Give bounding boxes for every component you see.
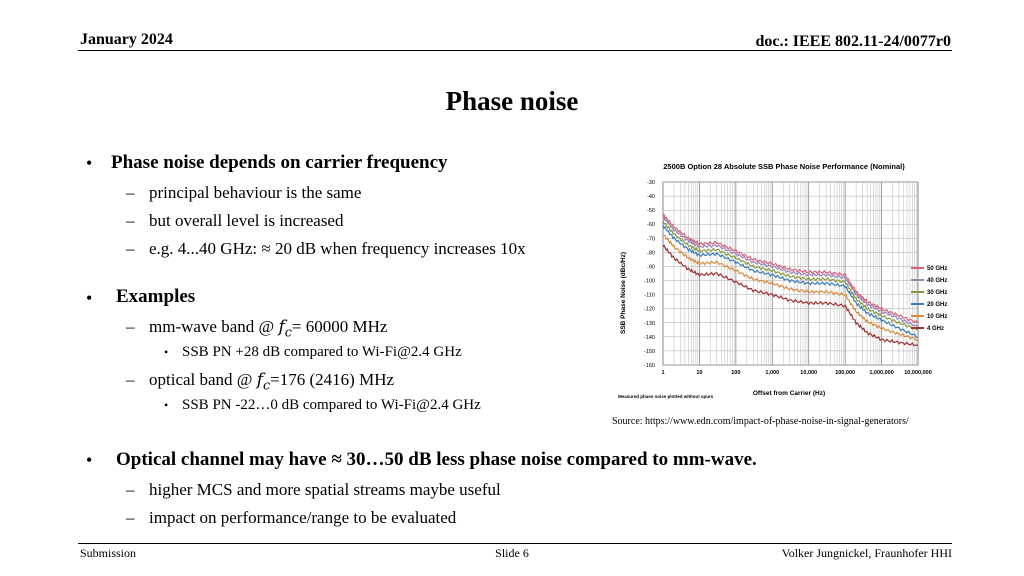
y-tick-label: -120	[643, 306, 655, 313]
x-tick-label: 100	[731, 370, 741, 376]
chart-source: Source: https://www.edn.com/impact-of-phase-noise-in-signal-generators/	[612, 416, 909, 427]
bullet-1: Phase noise depends on carrier frequency	[111, 152, 448, 173]
dash-marker: –	[126, 183, 135, 202]
dash-marker: –	[126, 370, 135, 389]
x-tick-label: 100,000	[835, 370, 856, 376]
phase-noise-chart	[608, 155, 960, 405]
x-tick-label: 1	[661, 370, 665, 376]
legend-label: 30 GHz	[927, 290, 948, 296]
bullet-3: Optical channel may have ≈ 30…50 dB less phase noise compared to mm-wave.	[116, 449, 757, 470]
legend-label: 4 GHz	[927, 326, 945, 332]
y-tick-label: -160	[643, 363, 655, 369]
y-tick-label: -130	[643, 320, 655, 327]
dash-marker: –	[126, 480, 135, 499]
x-tick-label: 1,000	[765, 370, 780, 376]
y-tick-label: -70	[647, 236, 655, 243]
bullet-marker: •	[164, 345, 169, 359]
chart-ylabel: SSB Phase Noise (dBc/Hz)	[620, 252, 627, 334]
y-tick-label: -150	[643, 348, 655, 355]
x-tick-label: 10,000,000	[904, 370, 932, 376]
bullet-1-sub-2: but overall level is increased	[149, 211, 344, 230]
legend-label: 10 GHz	[927, 314, 948, 320]
dash-marker: –	[126, 317, 135, 336]
dash-marker: –	[126, 239, 135, 258]
header-date: January 2024	[80, 31, 173, 48]
bullet-marker: •	[86, 153, 93, 173]
bullet-marker: •	[86, 288, 93, 308]
bullet-1-sub-1: principal behaviour is the same	[149, 183, 362, 202]
y-tick-label: -40	[647, 194, 655, 201]
footer-divider	[78, 543, 952, 544]
chart-xlabel: Offset from Carrier (Hz)	[752, 390, 826, 397]
footer-slide-number: Slide 6	[495, 546, 529, 560]
dash-marker: –	[126, 508, 135, 527]
bullet-marker: •	[164, 398, 169, 412]
chart-title: 2500B Option 28 Absolute SSB Phase Noise Performance (Nominal)	[663, 162, 905, 171]
x-tick-label: 1,000,000	[869, 370, 894, 376]
footer-submission: Submission	[80, 546, 137, 560]
legend-label: 50 GHz	[927, 266, 948, 272]
bullet-2-sub-1-item: SSB PN +28 dB compared to Wi-Fi@2.4 GHz	[182, 344, 462, 360]
dash-marker: –	[126, 211, 135, 230]
legend-label: 40 GHz	[927, 278, 948, 284]
footer-author: Volker Jungnickel, Fraunhofer HHI	[781, 546, 952, 560]
y-tick-label: -50	[647, 208, 655, 215]
bullet-marker: •	[86, 450, 93, 470]
bullet-2-sub-1: mm-wave band @ $f_c= 60000$ MHz	[149, 317, 388, 341]
fc-symbol: $f_c$	[256, 370, 271, 394]
y-tick-label: -80	[647, 250, 655, 257]
fc-symbol: $f_c$	[278, 317, 292, 341]
legend-label: 20 GHz	[927, 302, 948, 308]
chart-x-ticks	[661, 370, 931, 376]
bullet-3-sub-1: higher MCS and more spatial streams maybe useful	[149, 480, 501, 499]
y-tick-label: -30	[647, 180, 655, 186]
x-tick-label: 10,000	[800, 370, 818, 376]
page-title: Phase noise	[445, 86, 579, 116]
bullet-1-sub-3: e.g. 4...40 GHz: ≈ 20 dB when frequency increases 10x	[149, 239, 526, 258]
bullet-2-sub-2-item: SSB PN -22…0 dB compared to Wi-Fi@2.4 GHz	[182, 397, 481, 413]
y-tick-label: -90	[647, 264, 655, 271]
bullet-3-sub-2: impact on performance/range to be evaluated	[149, 508, 457, 527]
header-divider	[78, 50, 952, 51]
y-tick-label: -110	[644, 292, 655, 299]
x-tick-label: 10	[696, 370, 703, 376]
chart-y-ticks	[644, 180, 655, 369]
bullet-2-sub-2: optical band @ $f_c=176$ (2416) MHz	[149, 370, 395, 394]
bullet-2: Examples	[116, 286, 196, 307]
chart-footnote: Measured phase noise plotted without spurs	[618, 394, 714, 399]
y-tick-label: -140	[643, 334, 655, 341]
y-tick-label: -100	[643, 278, 655, 285]
y-tick-label: -60	[647, 222, 655, 229]
header-doc-id: doc.: IEEE 802.11-24/0077r0	[755, 33, 951, 50]
